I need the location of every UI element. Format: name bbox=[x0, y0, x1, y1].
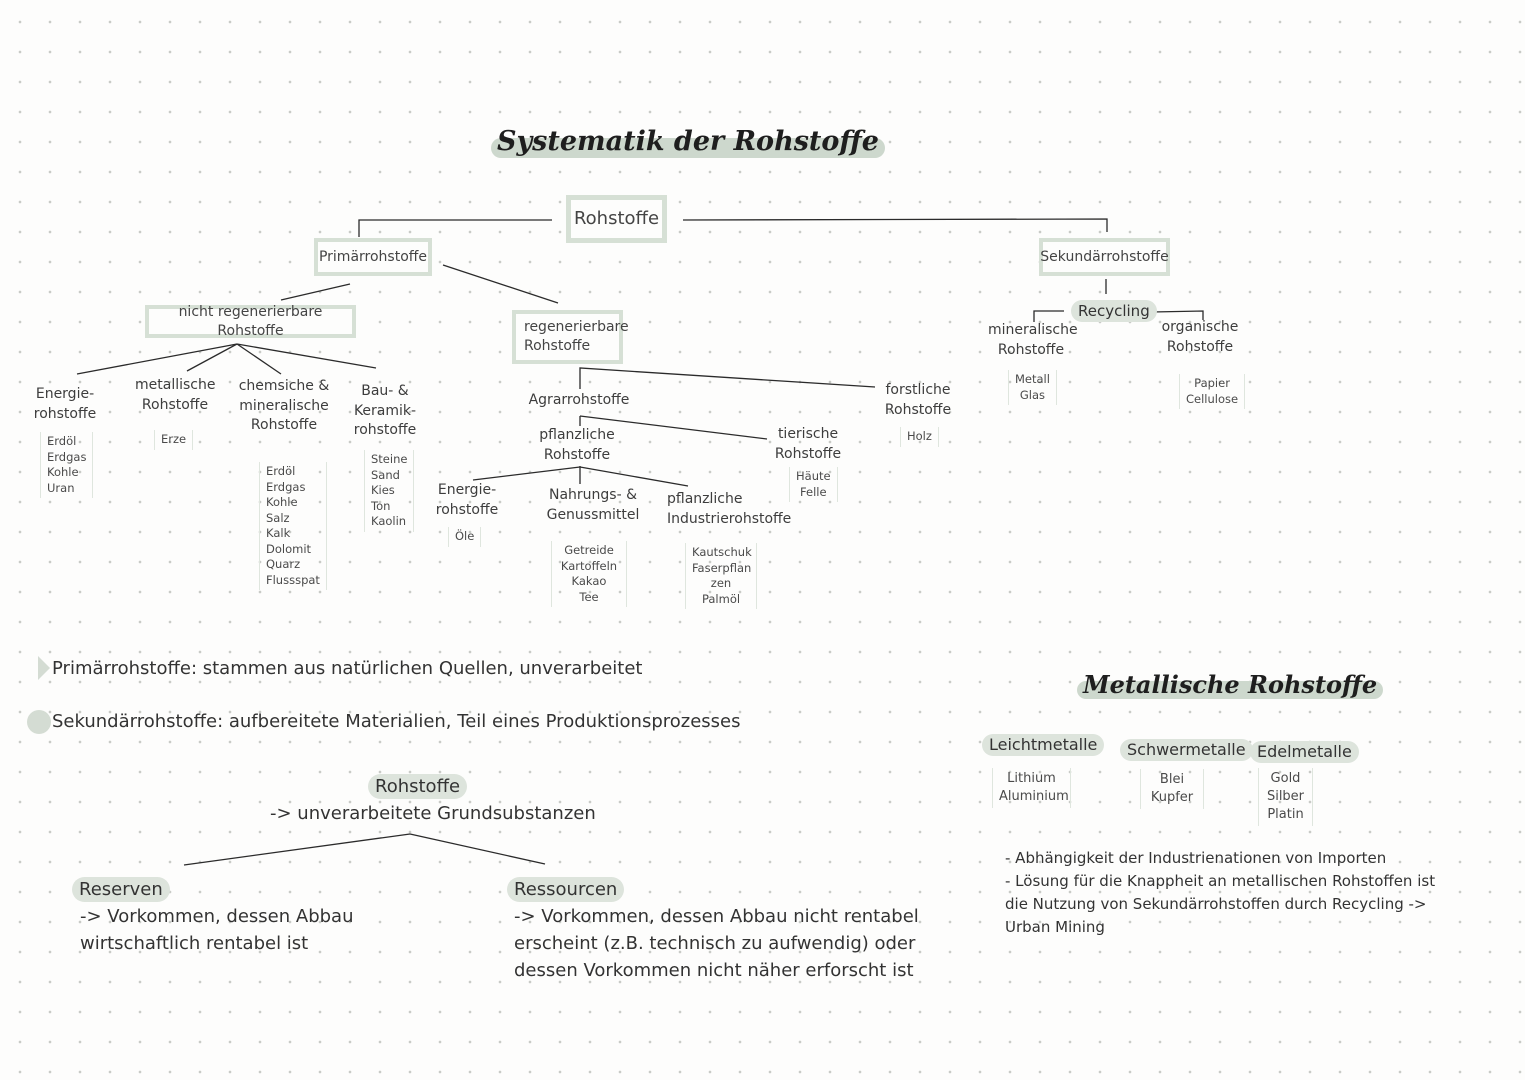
definition-sekundaerrohstoffe: Sekundärrohstoffe: aufbereitete Materialien, Teil eines Produktionsprozesses bbox=[52, 711, 741, 732]
heading-schwermetalle: Schwermetalle bbox=[1120, 739, 1253, 761]
list-leichtmetalle: Lithium Aluminium bbox=[992, 768, 1071, 808]
connector-nicht-chem bbox=[237, 344, 281, 374]
label-energierohstoffe-agrar: Energie- rohstoffe bbox=[435, 482, 499, 518]
label-chemische-rohstoffe: chemsiche & mineralische Rohstoffe bbox=[238, 378, 330, 434]
list-schwermetalle: Blei Kupfer bbox=[1140, 769, 1204, 809]
label-tierische-rohstoffe: tierische Rohstoffe bbox=[774, 426, 842, 462]
label-organische-rohstoffe: organische Rohstoffe bbox=[1161, 319, 1239, 355]
node-sekundaerrohstoffe: Sekundärrohstoffe bbox=[1039, 238, 1170, 276]
list-energierohstoffe-agrar: Öle bbox=[448, 527, 481, 547]
connector-primaer-reg bbox=[443, 265, 558, 303]
list-edelmetalle: Gold Silber Platin bbox=[1258, 768, 1313, 826]
heading-rohstoffe: Rohstoffe bbox=[368, 774, 467, 799]
rohstoffe-subtitle: -> unverarbeitete Grundsubstanzen bbox=[270, 803, 596, 824]
list-energierohstoffe: Erdöl Erdgas Kohle Uran bbox=[40, 432, 93, 498]
label-nahrungs-genussmittel: Nahrungs- & Genussmittel bbox=[546, 487, 640, 523]
list-nahrungs-genussmittel: Getreide Kartoffeln Kakao Tee bbox=[551, 541, 627, 607]
connector-root-primaer bbox=[359, 220, 552, 237]
label-metallische-rohstoffe: metallische Rohstoffe bbox=[135, 377, 216, 413]
list-organische-rohstoffe: Papier Cellulose bbox=[1179, 374, 1245, 409]
list-metallische-rohstoffe: Erze bbox=[154, 430, 193, 450]
node-primaerrohstoffe: Primärrohstoffe bbox=[314, 238, 432, 276]
node-nicht-regenerierbar: nicht regenerierbare Rohstoffe bbox=[145, 305, 356, 338]
bullet-primaer-icon bbox=[38, 656, 50, 680]
heading-reserven: Reserven bbox=[72, 877, 170, 902]
label-energierohstoffe: Energie- rohstoffe bbox=[33, 386, 97, 422]
list-tierische-rohstoffe: Häute Felle bbox=[789, 467, 838, 502]
label-mineralische-rohstoffe: mineralische Rohstoffe bbox=[988, 322, 1078, 358]
ressourcen-text: -> Vorkommen, dessen Abbau nicht rentabel erscheint (z.B. technisch zu aufwendig) oder dessen Vorkommen nicht näher erforscht ist bbox=[514, 906, 919, 981]
heading-leichtmetalle: Leichtmetalle bbox=[982, 734, 1104, 756]
label-pflanzliche-industrierohstoffe: pflanzliche Industrierohstoffe bbox=[667, 491, 792, 527]
connector-nicht-energie bbox=[77, 344, 237, 374]
list-bau-keramik: Steine Sand Kies Ton Kaolin bbox=[364, 450, 414, 532]
label-bau-keramik: Bau- & Keramik- rohstoffe bbox=[353, 383, 417, 439]
connector-pflanz-energie bbox=[473, 467, 580, 480]
connector-primaer-nicht bbox=[281, 284, 350, 300]
label-forstliche-rohstoffe: forstliche Rohstoffe bbox=[884, 382, 952, 418]
list-forstliche-rohstoffe: Holz bbox=[900, 427, 939, 447]
connector-pflanz-industrie bbox=[580, 467, 688, 486]
heading-edelmetalle: Edelmetalle bbox=[1250, 741, 1359, 763]
node-regenerierbar: regenerierbare Rohstoffe bbox=[512, 310, 623, 364]
list-mineralische-rohstoffe: Metall Glas bbox=[1008, 370, 1057, 405]
connector-reg-agrar bbox=[580, 368, 875, 389]
connector-roh-ressourcen bbox=[410, 834, 545, 864]
label-pflanzliche-rohstoffe: pflanzliche Rohstoffe bbox=[539, 427, 615, 463]
definition-primaerrohstoffe: Primärrohstoffe: stammen aus natürlichen Quellen, unverarbeitet bbox=[52, 658, 643, 679]
heading-ressourcen: Ressourcen bbox=[507, 877, 624, 902]
connector-roh-reserven bbox=[184, 834, 410, 865]
bullet-sekundaer-icon bbox=[27, 710, 51, 734]
connector-nicht-bau bbox=[237, 344, 376, 368]
list-pflanzliche-industrierohstoffe: Kautschuk Faserpflan zen Palmöl bbox=[685, 543, 757, 609]
connector-root-sekundaer bbox=[683, 219, 1107, 232]
label-agrarrohstoffe: Agrarrohstoffe bbox=[528, 392, 630, 408]
metallische-notes: - Abhängigkeit der Industrienationen von Importen - Lösung für die Knappheit an metallischen Rohstoffen ist die Nutzung von Sekundärrohstoffen durch Recycling -> Urban Mining bbox=[1005, 849, 1436, 936]
metallische-rohstoffe-title: Metallische Rohstoffe bbox=[1083, 670, 1377, 699]
node-rohstoffe: Rohstoffe bbox=[566, 195, 667, 243]
page-title: Systematik der Rohstoffe bbox=[497, 126, 879, 157]
reserven-text: -> Vorkommen, dessen Abbau wirtschaftlich rentabel ist bbox=[80, 906, 354, 954]
node-recycling: Recycling bbox=[1071, 300, 1157, 322]
list-chemische-rohstoffe: Erdöl Erdgas Kohle Salz Kalk Dolomit Quarz Flussspat bbox=[259, 462, 327, 590]
